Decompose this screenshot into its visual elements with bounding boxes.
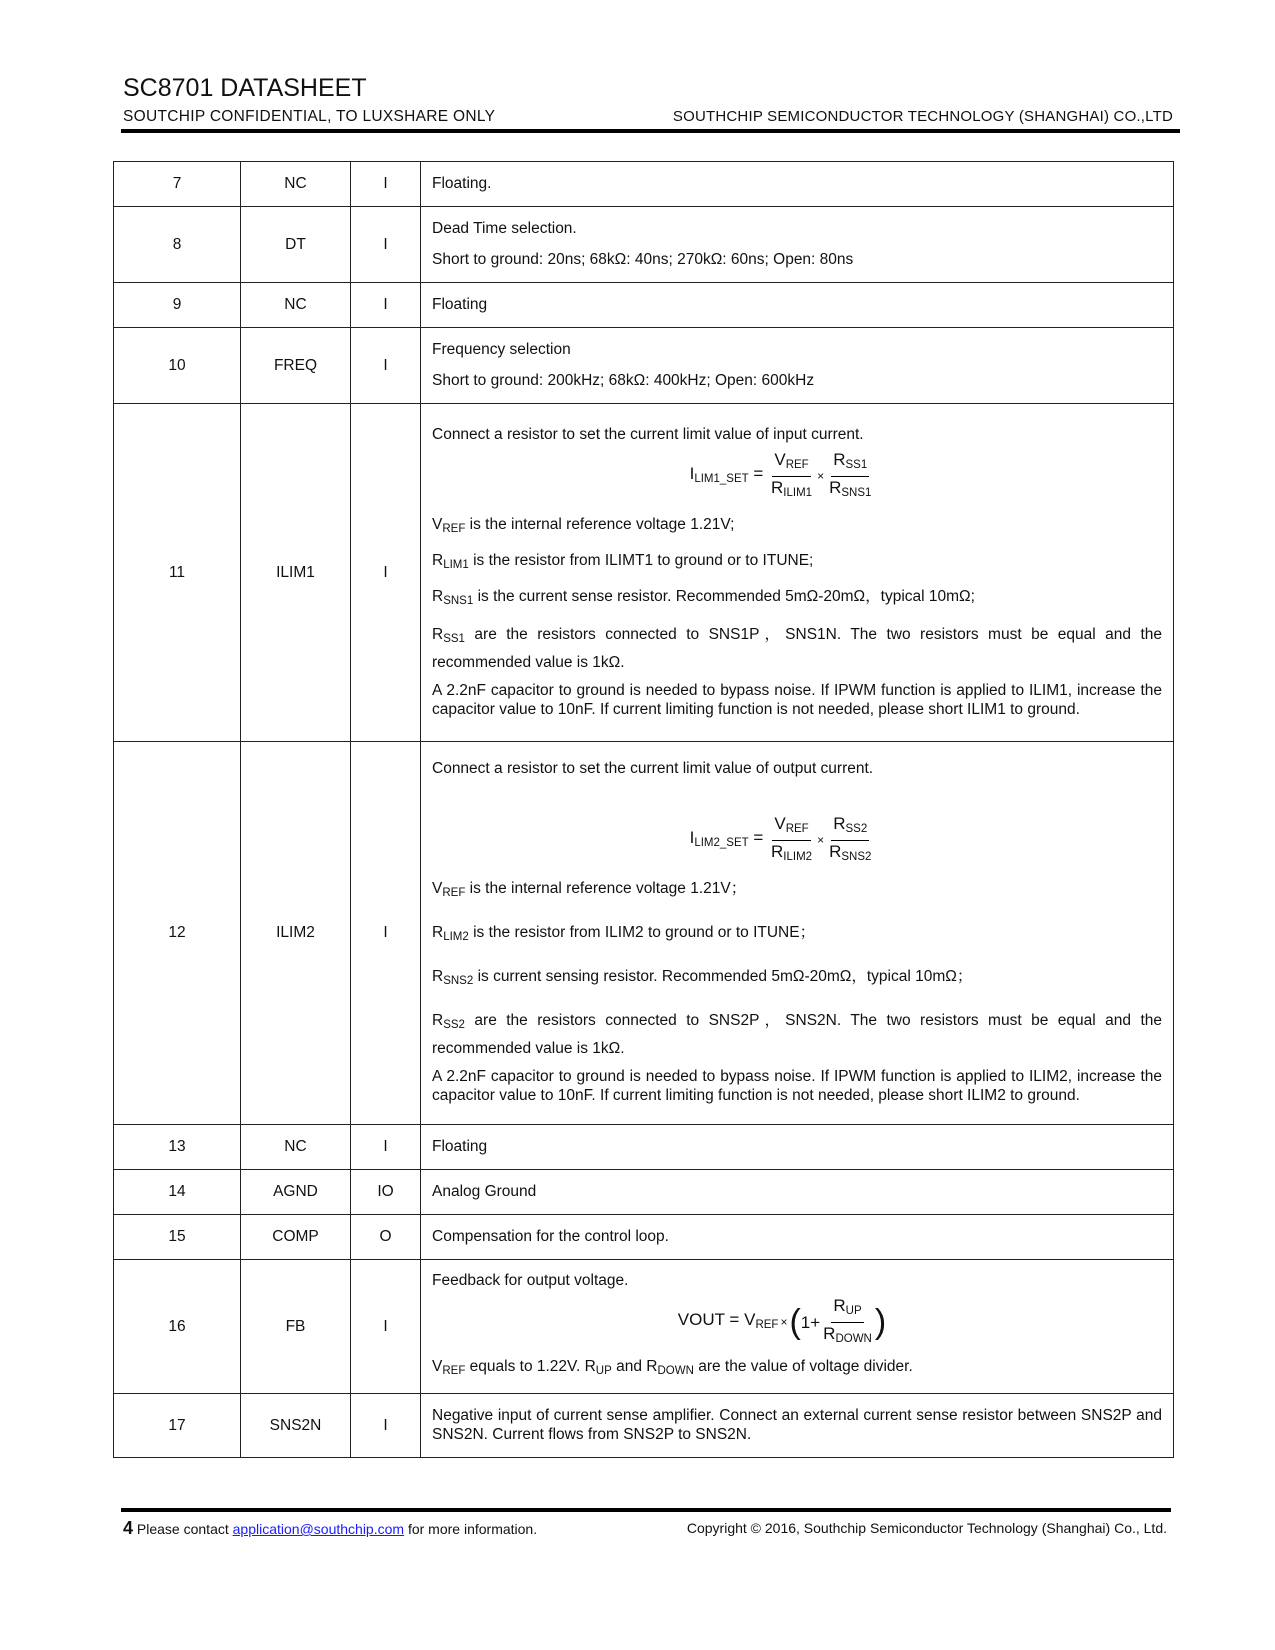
copyright: Copyright © 2016, Southchip Semiconductor Technology (Shanghai) Co., Ltd. bbox=[686, 1520, 1167, 1536]
eq-subscript: SS2 bbox=[845, 823, 868, 835]
pin-name: ILIM2 bbox=[241, 742, 351, 1125]
sym: V bbox=[432, 880, 443, 897]
desc-text: Compensation for the control loop. bbox=[432, 1227, 669, 1245]
pin-number: 17 bbox=[114, 1394, 241, 1458]
eq-symbol: R bbox=[833, 814, 846, 833]
pin-type: IO bbox=[351, 1170, 421, 1215]
sym: R bbox=[646, 1357, 658, 1375]
desc-text: Dead Time selection. bbox=[432, 219, 577, 237]
table-row bbox=[114, 328, 1174, 404]
pin-number: 7 bbox=[114, 162, 241, 207]
email-link[interactable]: application@southchip.com bbox=[232, 1521, 405, 1537]
pin-name: SNS2N bbox=[241, 1394, 351, 1458]
table-row bbox=[114, 207, 1174, 283]
eq-subscript: ILIM2 bbox=[783, 851, 813, 863]
desc-text: is the current sense resistor. Recommended 5mΩ-20mΩ，typical 10mΩ; bbox=[477, 587, 975, 605]
sym-sub: UP bbox=[595, 1364, 612, 1377]
pin-name: FREQ bbox=[241, 328, 351, 404]
pin-type: I bbox=[351, 162, 421, 207]
pin-description bbox=[421, 1215, 1174, 1260]
desc-text: A 2.2nF capacitor to ground is needed to bypass noise. If IPWM function is applied to ILIM2, increase the capacitor value to 10nF. If current limiting function is not needed, please short ILIM2 to ground. bbox=[432, 1068, 1162, 1104]
desc-text: Floating bbox=[432, 1137, 488, 1155]
pin-type: I bbox=[351, 328, 421, 404]
eq-symbol: I bbox=[689, 828, 695, 847]
desc-text: are the resistors connected to SNS2P，SNS2N. The two resistors must be equal and the recommended value is 1kΩ. bbox=[432, 1012, 1162, 1057]
eq-symbol: R bbox=[823, 1323, 836, 1343]
eq-symbol: R bbox=[833, 449, 846, 469]
pin-number: 15 bbox=[114, 1215, 241, 1260]
table-row bbox=[114, 1215, 1174, 1260]
pin-description bbox=[421, 742, 1174, 1125]
eq-subscript: REF bbox=[755, 1318, 779, 1331]
desc-text: is the internal reference voltage 1.21V; bbox=[469, 515, 735, 533]
ilim2-equation: $I_{LIM2\_SET}$ = $\frac{V_{REF}}{R_{ILIM2}}$ × $\frac{R_{SS2}}{R_{SNS2}}$ bbox=[689, 814, 872, 863]
desc-text: A 2.2nF capacitor to ground is needed to bypass noise. If IPWM function is applied to ILIM1, increase the capacitor value to 10nF. If current limiting function is not needed, please short ILIM1 to ground. bbox=[432, 681, 1162, 718]
pin-number: 13 bbox=[114, 1125, 241, 1170]
pin-description bbox=[421, 328, 1174, 404]
eq-subscript: SNS2 bbox=[841, 851, 872, 863]
desc-text: Short to ground: 200kHz; 68kΩ: 400kHz; Open: 600kHz bbox=[432, 371, 815, 389]
desc-text: and bbox=[616, 1357, 642, 1375]
desc-text: are the value of voltage divider. bbox=[698, 1357, 913, 1375]
desc-text: Frequency selection bbox=[432, 340, 571, 358]
pin-description-table bbox=[113, 161, 1174, 1458]
eq-symbol: V bbox=[774, 449, 786, 469]
pin-name: COMP bbox=[241, 1215, 351, 1260]
pin-name: DT bbox=[241, 207, 351, 283]
company-name: SOUTHCHIP SEMICONDUCTOR TECHNOLOGY (SHANGHAI) CO.,LTD bbox=[672, 108, 1173, 125]
table-row bbox=[114, 1125, 1174, 1170]
contact-text: for more information. bbox=[407, 1521, 538, 1537]
pin-number: 14 bbox=[114, 1170, 241, 1215]
desc-text: Connect a resistor to set the current limit value of input current. bbox=[432, 425, 864, 443]
pin-description bbox=[421, 283, 1174, 328]
sym: V bbox=[432, 1357, 443, 1375]
table-row bbox=[114, 283, 1174, 328]
pin-type: O bbox=[351, 1215, 421, 1260]
pin-name: NC bbox=[241, 1125, 351, 1170]
pin-name: ILIM1 bbox=[241, 404, 351, 742]
pin-description bbox=[421, 1260, 1174, 1394]
pin-number: 9 bbox=[114, 283, 241, 328]
pin-number: 11 bbox=[114, 404, 241, 742]
vout-equation: VOUT = $V_{REF}$ × ( 1+ $\frac{R_{UP}}{R_{DOWN}}$ ) bbox=[677, 1295, 887, 1345]
desc-text: Floating bbox=[432, 295, 488, 313]
sym-sub: REF bbox=[442, 522, 466, 535]
sym: R bbox=[432, 1012, 444, 1029]
eq-subscript: SNS1 bbox=[841, 486, 872, 499]
sym-sub: LIM1 bbox=[443, 558, 469, 571]
sym: R bbox=[432, 968, 444, 985]
desc-text: is the internal reference voltage 1.21V； bbox=[469, 880, 747, 897]
table-row bbox=[114, 404, 1174, 742]
eq-subscript: REF bbox=[785, 458, 809, 471]
eq-subscript: UP bbox=[845, 1304, 862, 1317]
pin-description bbox=[421, 1394, 1174, 1458]
footer-divider bbox=[121, 1508, 1171, 1512]
eq-subscript: ILIM1 bbox=[783, 486, 813, 499]
desc-text: Negative input of current sense amplifier. Connect an external current sense resistor between SNS2P and SNS2N. Current flows from SNS2P to SNS2N. bbox=[432, 1406, 1162, 1443]
pin-type: I bbox=[351, 742, 421, 1125]
sym-sub: SNS1 bbox=[443, 594, 474, 607]
sym-sub: DOWN bbox=[657, 1364, 694, 1377]
eq-symbol: R bbox=[771, 842, 784, 861]
sym-sub: SS1 bbox=[443, 632, 465, 645]
confidential-note: SOUTCHIP CONFIDENTIAL, TO LUXSHARE ONLY bbox=[123, 108, 496, 125]
eq-symbol: R bbox=[833, 1295, 846, 1315]
footer-contact bbox=[123, 1518, 537, 1539]
table-row bbox=[114, 1260, 1174, 1394]
table-row bbox=[114, 1170, 1174, 1215]
header-divider bbox=[121, 129, 1180, 133]
desc-text: is current sensing resistor. Recommended 5mΩ-20mΩ，typical 10mΩ； bbox=[477, 968, 973, 985]
sym: R bbox=[432, 924, 444, 941]
eq-symbol: VOUT = V bbox=[677, 1309, 756, 1329]
eq-subscript: REF bbox=[785, 823, 809, 835]
desc-text: Analog Ground bbox=[432, 1182, 537, 1200]
sym-sub: LIM2 bbox=[443, 931, 469, 943]
pin-name: NC bbox=[241, 162, 351, 207]
desc-text: Short to ground: 20ns; 68kΩ: 40ns; 270kΩ: 60ns; Open: 80ns bbox=[432, 250, 854, 268]
eq-subscript: LIM1_SET bbox=[694, 472, 749, 485]
pin-description bbox=[421, 1170, 1174, 1215]
eq-symbol: R bbox=[829, 477, 842, 497]
page-number: 4 bbox=[123, 1518, 134, 1538]
pin-type: I bbox=[351, 1394, 421, 1458]
desc-text: is the resistor from ILIM2 to ground or to ITUNE； bbox=[473, 924, 816, 941]
sym: R bbox=[432, 551, 444, 569]
pin-description bbox=[421, 207, 1174, 283]
pin-description bbox=[421, 1125, 1174, 1170]
ilim1-equation: $I_{LIM1\_SET}$ = $\frac{V_{REF}}{R_{ILIM1}}$ × $\frac{R_{SS1}}{R_{SNS1}}$ bbox=[689, 449, 872, 499]
desc-text: equals to 1.22V. bbox=[469, 1357, 581, 1375]
table-row bbox=[114, 742, 1174, 1125]
eq-subscript: SS1 bbox=[845, 458, 868, 471]
eq-subscript: LIM2_SET bbox=[694, 837, 749, 849]
pin-type: I bbox=[351, 207, 421, 283]
pin-type: I bbox=[351, 283, 421, 328]
doc-title: SC8701 DATASHEET bbox=[123, 74, 367, 102]
eq-symbol: 1+ bbox=[800, 1312, 821, 1332]
pin-type: I bbox=[351, 1125, 421, 1170]
pin-name: FB bbox=[241, 1260, 351, 1394]
pin-description bbox=[421, 162, 1174, 207]
desc-text: Feedback for output voltage. bbox=[432, 1271, 629, 1289]
table-row bbox=[114, 1394, 1174, 1458]
pin-number: 16 bbox=[114, 1260, 241, 1394]
sym-sub: SS2 bbox=[443, 1019, 465, 1031]
pin-name: AGND bbox=[241, 1170, 351, 1215]
sym: V bbox=[432, 515, 443, 533]
contact-text: Please contact bbox=[136, 1521, 229, 1537]
desc-text: Floating. bbox=[432, 174, 492, 192]
sym-sub: REF bbox=[442, 1364, 466, 1377]
eq-symbol: V bbox=[774, 814, 786, 833]
eq-symbol: I bbox=[689, 463, 695, 483]
pin-number: 12 bbox=[114, 742, 241, 1125]
sym: R bbox=[584, 1357, 596, 1375]
desc-text: is the resistor from ILIMT1 to ground or to ITUNE; bbox=[473, 551, 814, 569]
eq-symbol: R bbox=[771, 477, 784, 497]
pin-number: 10 bbox=[114, 328, 241, 404]
pin-description bbox=[421, 404, 1174, 742]
table-row bbox=[114, 162, 1174, 207]
eq-symbol: R bbox=[829, 842, 842, 861]
pin-number: 8 bbox=[114, 207, 241, 283]
sym: R bbox=[432, 625, 444, 643]
pin-type: I bbox=[351, 1260, 421, 1394]
desc-text: are the resistors connected to SNS1P，SNS1N. The two resistors must be equal and the recommended value is 1kΩ. bbox=[432, 625, 1162, 671]
sym-sub: REF bbox=[442, 887, 466, 899]
sym: R bbox=[432, 587, 444, 605]
sym-sub: SNS2 bbox=[443, 975, 474, 987]
eq-subscript: DOWN bbox=[835, 1332, 872, 1345]
pin-name: NC bbox=[241, 283, 351, 328]
pin-type: I bbox=[351, 404, 421, 742]
desc-text: Connect a resistor to set the current limit value of output current. bbox=[432, 760, 874, 777]
